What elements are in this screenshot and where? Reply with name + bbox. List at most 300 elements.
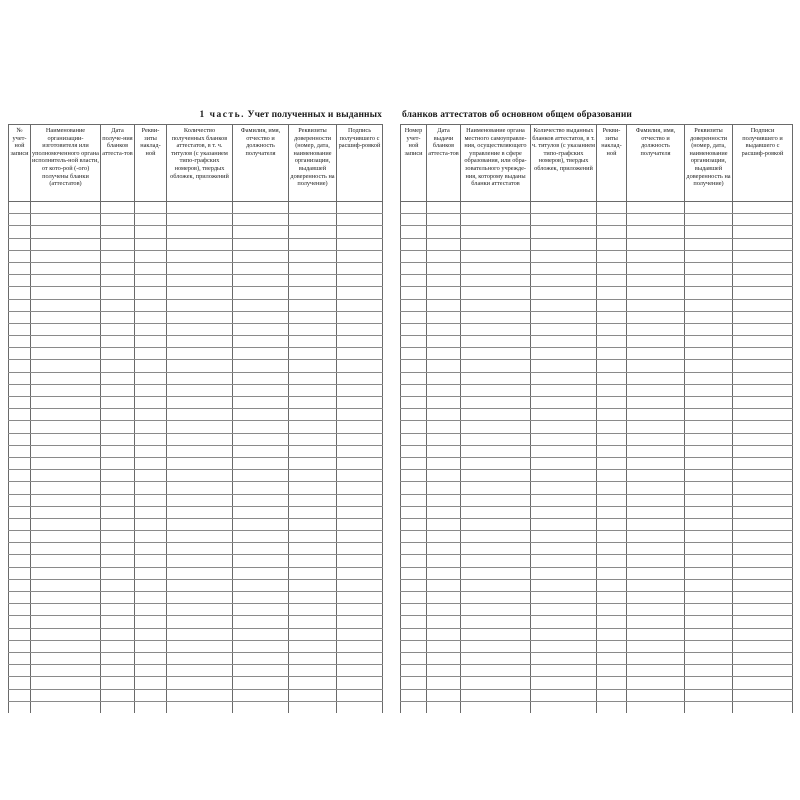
table-cell bbox=[337, 628, 383, 640]
table-cell bbox=[685, 262, 733, 274]
table-cell bbox=[597, 323, 627, 335]
table-cell bbox=[31, 238, 101, 250]
table-cell bbox=[101, 250, 135, 262]
table-row bbox=[401, 592, 793, 604]
table-cell bbox=[401, 336, 427, 348]
table-cell bbox=[101, 531, 135, 543]
table-cell bbox=[31, 592, 101, 604]
table-cell bbox=[531, 616, 597, 628]
table-cell bbox=[685, 628, 733, 640]
table-row bbox=[401, 701, 793, 713]
table-cell bbox=[135, 457, 167, 469]
table-cell bbox=[461, 348, 531, 360]
table-cell bbox=[135, 384, 167, 396]
table-cell bbox=[531, 336, 597, 348]
table-cell bbox=[461, 397, 531, 409]
table-cell bbox=[9, 604, 31, 616]
table-cell bbox=[9, 628, 31, 640]
table-cell bbox=[627, 482, 685, 494]
table-cell bbox=[461, 311, 531, 323]
table-cell bbox=[289, 275, 337, 287]
table-cell bbox=[337, 531, 383, 543]
part-label: 1 часть. bbox=[199, 110, 246, 120]
table-cell bbox=[427, 311, 461, 323]
table-cell bbox=[167, 665, 233, 677]
table-cell bbox=[531, 421, 597, 433]
table-cell bbox=[31, 616, 101, 628]
table-cell bbox=[337, 275, 383, 287]
table-cell bbox=[31, 665, 101, 677]
table-cell bbox=[135, 445, 167, 457]
table-cell bbox=[401, 628, 427, 640]
table-cell bbox=[685, 506, 733, 518]
table-cell bbox=[401, 421, 427, 433]
table-cell bbox=[337, 384, 383, 396]
table-cell bbox=[401, 348, 427, 360]
table-cell bbox=[685, 616, 733, 628]
table-cell bbox=[627, 555, 685, 567]
table-row bbox=[401, 616, 793, 628]
table-cell bbox=[461, 299, 531, 311]
table-cell bbox=[289, 470, 337, 482]
table-cell bbox=[733, 409, 793, 421]
table-cell bbox=[101, 555, 135, 567]
table-cell bbox=[31, 640, 101, 652]
table-row bbox=[401, 262, 793, 274]
table-cell bbox=[337, 494, 383, 506]
table-cell bbox=[597, 567, 627, 579]
table-cell bbox=[233, 543, 289, 555]
table-cell bbox=[597, 543, 627, 555]
table-cell bbox=[337, 214, 383, 226]
table-cell bbox=[135, 665, 167, 677]
table-cell bbox=[289, 226, 337, 238]
table-cell bbox=[461, 543, 531, 555]
table-cell bbox=[597, 421, 627, 433]
table-cell bbox=[289, 262, 337, 274]
table-cell bbox=[685, 677, 733, 689]
table-row bbox=[401, 409, 793, 421]
table-row bbox=[9, 226, 383, 238]
table-cell bbox=[167, 640, 233, 652]
table-cell bbox=[627, 311, 685, 323]
table-cell bbox=[627, 214, 685, 226]
table-cell bbox=[627, 226, 685, 238]
table-cell bbox=[101, 701, 135, 713]
table-cell bbox=[167, 628, 233, 640]
table-cell bbox=[167, 482, 233, 494]
table-cell bbox=[597, 555, 627, 567]
table-cell bbox=[167, 311, 233, 323]
table-cell bbox=[597, 262, 627, 274]
table-cell bbox=[685, 360, 733, 372]
table-cell bbox=[31, 652, 101, 664]
left-page bbox=[8, 0, 382, 680]
table-cell bbox=[337, 445, 383, 457]
table-cell bbox=[101, 592, 135, 604]
table-cell bbox=[9, 592, 31, 604]
table-cell bbox=[401, 665, 427, 677]
table-cell bbox=[531, 494, 597, 506]
table-cell bbox=[685, 592, 733, 604]
table-cell bbox=[337, 604, 383, 616]
table-row bbox=[9, 494, 383, 506]
table-cell bbox=[461, 652, 531, 664]
table-cell bbox=[427, 384, 461, 396]
table-cell bbox=[461, 238, 531, 250]
table-cell bbox=[135, 506, 167, 518]
table-cell bbox=[167, 543, 233, 555]
table-cell bbox=[733, 689, 793, 701]
table-cell bbox=[289, 372, 337, 384]
table-cell bbox=[401, 275, 427, 287]
table-cell bbox=[685, 372, 733, 384]
table-cell bbox=[401, 506, 427, 518]
table-cell bbox=[289, 250, 337, 262]
table-cell bbox=[685, 421, 733, 433]
table-cell bbox=[337, 506, 383, 518]
table-cell bbox=[135, 226, 167, 238]
table-cell bbox=[531, 531, 597, 543]
table-cell bbox=[427, 445, 461, 457]
table-cell bbox=[401, 592, 427, 604]
table-cell bbox=[461, 689, 531, 701]
table-cell bbox=[9, 275, 31, 287]
table-cell bbox=[531, 323, 597, 335]
table-cell bbox=[401, 238, 427, 250]
table-cell bbox=[101, 579, 135, 591]
table-cell bbox=[167, 287, 233, 299]
table-cell bbox=[461, 262, 531, 274]
table-cell bbox=[427, 299, 461, 311]
table-cell bbox=[733, 640, 793, 652]
table-cell bbox=[337, 262, 383, 274]
table-cell bbox=[461, 616, 531, 628]
table-row bbox=[9, 214, 383, 226]
table-cell bbox=[733, 323, 793, 335]
table-row bbox=[9, 202, 383, 214]
table-cell bbox=[531, 299, 597, 311]
table-cell bbox=[9, 445, 31, 457]
table-cell bbox=[733, 262, 793, 274]
table-cell bbox=[135, 616, 167, 628]
table-cell bbox=[337, 701, 383, 713]
table-cell bbox=[233, 226, 289, 238]
table-cell bbox=[167, 579, 233, 591]
table-cell bbox=[597, 518, 627, 530]
table-row bbox=[401, 323, 793, 335]
table-row bbox=[401, 275, 793, 287]
table-cell bbox=[461, 287, 531, 299]
table-cell bbox=[627, 506, 685, 518]
table-cell bbox=[233, 531, 289, 543]
table-cell bbox=[337, 287, 383, 299]
table-row bbox=[9, 372, 383, 384]
table-cell bbox=[9, 360, 31, 372]
table-cell bbox=[531, 652, 597, 664]
table-row bbox=[9, 360, 383, 372]
table-cell bbox=[531, 311, 597, 323]
table-cell bbox=[685, 701, 733, 713]
table-cell bbox=[135, 531, 167, 543]
table-cell bbox=[427, 238, 461, 250]
table-row bbox=[401, 348, 793, 360]
table-cell bbox=[531, 226, 597, 238]
table-cell bbox=[401, 202, 427, 214]
table-cell bbox=[461, 506, 531, 518]
table-cell bbox=[733, 397, 793, 409]
table-cell bbox=[733, 665, 793, 677]
table-cell bbox=[401, 457, 427, 469]
table-cell bbox=[685, 287, 733, 299]
table-row bbox=[401, 372, 793, 384]
table-cell bbox=[401, 384, 427, 396]
table-cell bbox=[9, 555, 31, 567]
table-cell bbox=[31, 323, 101, 335]
table-cell bbox=[597, 250, 627, 262]
col-header-entry-number: Номер учет-ной записи bbox=[401, 125, 427, 202]
col-header-power-of-attorney: Реквизиты доверенности (номер, дата, наименование организации, выдавшей доверенность на получение) bbox=[289, 125, 337, 202]
table-cell bbox=[337, 250, 383, 262]
table-cell bbox=[401, 372, 427, 384]
table-cell bbox=[233, 604, 289, 616]
table-cell bbox=[685, 652, 733, 664]
table-cell bbox=[627, 677, 685, 689]
table-cell bbox=[401, 226, 427, 238]
table-cell bbox=[289, 555, 337, 567]
table-cell bbox=[461, 250, 531, 262]
table-cell bbox=[337, 311, 383, 323]
table-cell bbox=[167, 323, 233, 335]
table-cell bbox=[627, 336, 685, 348]
table-cell bbox=[627, 348, 685, 360]
table-cell bbox=[627, 384, 685, 396]
table-cell bbox=[597, 275, 627, 287]
table-row bbox=[401, 433, 793, 445]
table-cell bbox=[531, 360, 597, 372]
table-cell bbox=[427, 202, 461, 214]
table-cell bbox=[597, 384, 627, 396]
table-cell bbox=[9, 397, 31, 409]
table-cell bbox=[135, 494, 167, 506]
table-cell bbox=[101, 323, 135, 335]
table-cell bbox=[427, 348, 461, 360]
table-row bbox=[9, 652, 383, 664]
table-cell bbox=[9, 701, 31, 713]
table-cell bbox=[289, 360, 337, 372]
table-cell bbox=[337, 202, 383, 214]
table-cell bbox=[733, 701, 793, 713]
table-cell bbox=[531, 701, 597, 713]
table-row bbox=[401, 689, 793, 701]
table-cell bbox=[733, 445, 793, 457]
table-cell bbox=[9, 202, 31, 214]
table-cell bbox=[531, 640, 597, 652]
table-cell bbox=[461, 592, 531, 604]
table-cell bbox=[233, 592, 289, 604]
table-cell bbox=[597, 628, 627, 640]
table-cell bbox=[9, 336, 31, 348]
table-cell bbox=[627, 360, 685, 372]
table-cell bbox=[233, 482, 289, 494]
table-cell bbox=[31, 421, 101, 433]
table-cell bbox=[233, 457, 289, 469]
table-cell bbox=[627, 202, 685, 214]
table-cell bbox=[233, 616, 289, 628]
table-cell bbox=[427, 409, 461, 421]
table-cell bbox=[401, 299, 427, 311]
table-cell bbox=[135, 214, 167, 226]
table-row bbox=[401, 336, 793, 348]
table-cell bbox=[135, 348, 167, 360]
table-cell bbox=[135, 701, 167, 713]
table-cell bbox=[597, 397, 627, 409]
table-cell bbox=[685, 238, 733, 250]
table-cell bbox=[597, 299, 627, 311]
col-header-receipt-date: Дата получе-ния бланков аттеста-тов bbox=[101, 125, 135, 202]
table-cell bbox=[461, 677, 531, 689]
table-cell bbox=[427, 592, 461, 604]
table-cell bbox=[31, 275, 101, 287]
table-cell bbox=[461, 628, 531, 640]
table-row bbox=[9, 336, 383, 348]
table-row bbox=[9, 677, 383, 689]
table-cell bbox=[427, 372, 461, 384]
table-row bbox=[401, 311, 793, 323]
table-cell bbox=[427, 214, 461, 226]
table-cell bbox=[101, 518, 135, 530]
table-cell bbox=[233, 652, 289, 664]
table-cell bbox=[101, 677, 135, 689]
table-cell bbox=[733, 543, 793, 555]
table-cell bbox=[401, 397, 427, 409]
table-row bbox=[9, 409, 383, 421]
table-cell bbox=[733, 652, 793, 664]
table-cell bbox=[167, 360, 233, 372]
table-row bbox=[401, 628, 793, 640]
table-cell bbox=[733, 616, 793, 628]
table-cell bbox=[733, 372, 793, 384]
table-row bbox=[9, 555, 383, 567]
table-cell bbox=[461, 640, 531, 652]
table-cell bbox=[597, 214, 627, 226]
table-cell bbox=[337, 616, 383, 628]
table-cell bbox=[627, 543, 685, 555]
table-cell bbox=[685, 543, 733, 555]
table-cell bbox=[233, 348, 289, 360]
table-row bbox=[9, 616, 383, 628]
table-cell bbox=[401, 360, 427, 372]
table-cell bbox=[401, 701, 427, 713]
table-cell bbox=[627, 299, 685, 311]
table-cell bbox=[135, 555, 167, 567]
col-header-issue-date: Дата выдачи бланков аттеста-тов bbox=[427, 125, 461, 202]
table-cell bbox=[461, 372, 531, 384]
table-cell bbox=[427, 518, 461, 530]
table-row bbox=[401, 226, 793, 238]
table-cell bbox=[401, 640, 427, 652]
table-cell bbox=[31, 445, 101, 457]
table-cell bbox=[289, 348, 337, 360]
table-cell bbox=[9, 323, 31, 335]
table-row bbox=[401, 494, 793, 506]
table-row bbox=[401, 214, 793, 226]
table-cell bbox=[9, 287, 31, 299]
col-header-signatures: Подписи получившего и выдавшего с расшиф-ровкой bbox=[733, 125, 793, 202]
table-cell bbox=[733, 604, 793, 616]
table-cell bbox=[9, 409, 31, 421]
table-cell bbox=[101, 299, 135, 311]
table-cell bbox=[167, 238, 233, 250]
table-cell bbox=[31, 677, 101, 689]
table-cell bbox=[627, 652, 685, 664]
table-cell bbox=[627, 238, 685, 250]
table-cell bbox=[9, 214, 31, 226]
table-row bbox=[9, 701, 383, 713]
table-cell bbox=[627, 531, 685, 543]
table-cell bbox=[167, 262, 233, 274]
table-cell bbox=[167, 202, 233, 214]
table-cell bbox=[733, 421, 793, 433]
table-cell bbox=[9, 457, 31, 469]
table-cell bbox=[461, 579, 531, 591]
issued-forms-table bbox=[400, 124, 793, 713]
table-cell bbox=[167, 592, 233, 604]
table-cell bbox=[461, 604, 531, 616]
table-cell bbox=[531, 543, 597, 555]
table-row bbox=[401, 531, 793, 543]
col-header-recipient-organization: Наименование органа местного самоуправле-ния, осуществляющего управление в сфере образования, или обра-зовательного учрежде-ния, которому выданы бланки аттестатов bbox=[461, 125, 531, 202]
table-cell bbox=[289, 543, 337, 555]
table-cell bbox=[685, 482, 733, 494]
table-cell bbox=[233, 518, 289, 530]
table-cell bbox=[9, 348, 31, 360]
table-cell bbox=[31, 604, 101, 616]
table-cell bbox=[427, 457, 461, 469]
table-row bbox=[9, 311, 383, 323]
table-row bbox=[401, 238, 793, 250]
table-row bbox=[401, 506, 793, 518]
right-table-body bbox=[401, 202, 793, 713]
table-row bbox=[401, 421, 793, 433]
table-cell bbox=[597, 348, 627, 360]
table-cell bbox=[9, 543, 31, 555]
table-cell bbox=[597, 433, 627, 445]
table-cell bbox=[31, 397, 101, 409]
table-cell bbox=[289, 287, 337, 299]
table-cell bbox=[31, 482, 101, 494]
table-cell bbox=[135, 470, 167, 482]
table-cell bbox=[627, 494, 685, 506]
table-cell bbox=[627, 275, 685, 287]
table-cell bbox=[401, 652, 427, 664]
table-cell bbox=[135, 482, 167, 494]
table-cell bbox=[289, 457, 337, 469]
table-cell bbox=[101, 567, 135, 579]
table-cell bbox=[101, 494, 135, 506]
table-cell bbox=[427, 616, 461, 628]
table-cell bbox=[733, 457, 793, 469]
received-forms-table bbox=[8, 124, 383, 713]
table-cell bbox=[531, 506, 597, 518]
table-cell bbox=[597, 665, 627, 677]
table-cell bbox=[597, 689, 627, 701]
table-row bbox=[401, 384, 793, 396]
table-cell bbox=[167, 567, 233, 579]
table-cell bbox=[733, 250, 793, 262]
table-cell bbox=[167, 409, 233, 421]
table-cell bbox=[101, 275, 135, 287]
